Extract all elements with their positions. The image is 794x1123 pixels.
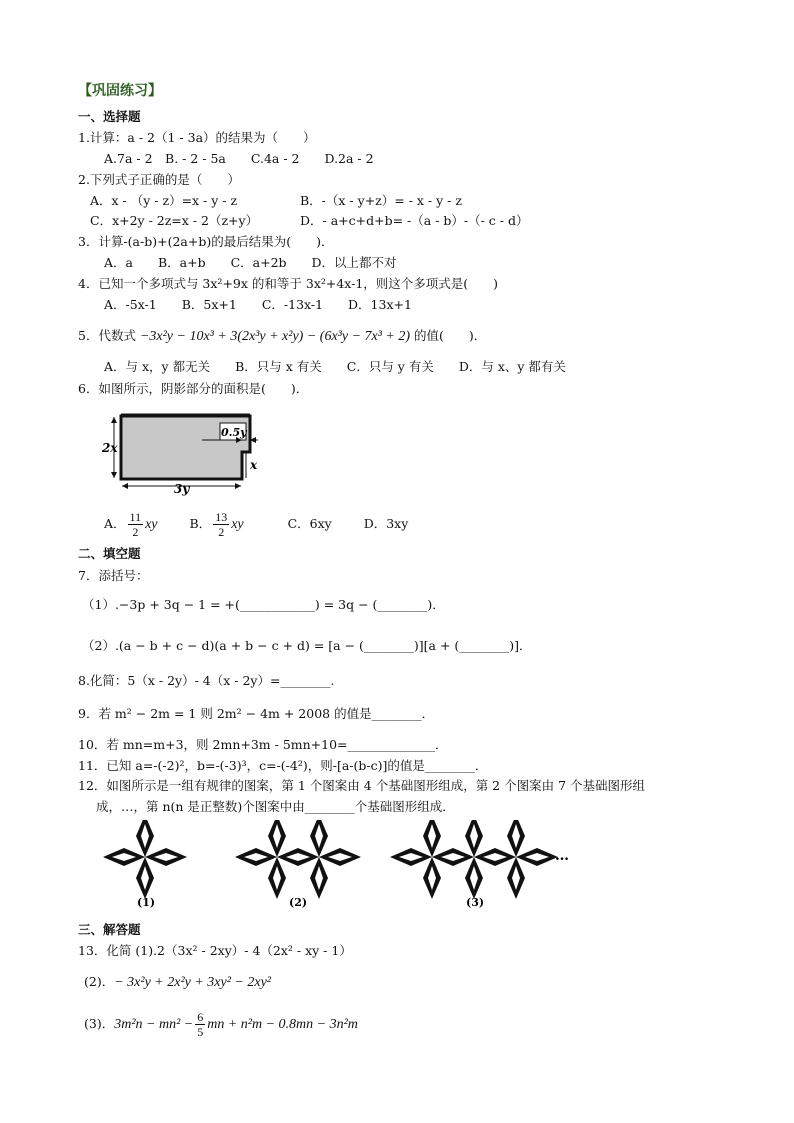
section-title: 三、解答题 <box>78 922 141 937</box>
question-5-prefix: 5．代数式 <box>78 328 136 343</box>
question-5-expression: −3x²y − 10x³ + 3(2x³y + x²y) − (6x³y − 7x³ + 2) <box>139 329 411 344</box>
continuation-dots: … <box>555 848 569 864</box>
question-1-options: A.7a - 2 B. - 2 - 5a C.4a - 2 D.2a - 2 <box>104 151 374 166</box>
question-6: 6．如图所示，阴影部分的面积是( )． <box>78 381 309 396</box>
page-title: 【巩固练习】 <box>78 83 162 99</box>
diamond-pattern-figure <box>100 820 590 912</box>
fraction-13-2: $\frac{13}{2}$ <box>215 510 228 539</box>
question-1: 1.计算：a - 2（1 - 3a）的结果为（ ） <box>78 130 316 145</box>
question-4-options: A．-5x-1 B．5x+1 C．-13x-1 D．13x+1 <box>104 297 412 312</box>
question-5-suffix: 的值( )． <box>414 328 487 343</box>
fraction-11-2: $\frac{11}{2}$ <box>129 510 142 539</box>
caption-3: (3) <box>466 896 485 909</box>
question-12-line-1: 12．如图所示是一组有规律的图案，第 1 个图案由 4 个基础图形组成，第 2 个图案由 7 个基础图形组 <box>78 778 646 793</box>
question-6-options: A． $\frac{11}{2}$ xy B． $\frac{13}{2}$ xy C．6xy D．3xy <box>104 510 409 539</box>
question-5-options: A．与 x，y 都无关 B．只与 x 有关 C．只与 y 有关 D．与 x、y 都有关 <box>104 359 566 374</box>
label-2x: 2x <box>102 441 118 455</box>
question-13-part-3: (3)．3m²n − mn² − $\frac{6}{5}$ mn + n²m − 0.8mn − 3n²m <box>84 1010 358 1039</box>
question-7: 7．添括号： <box>78 568 149 583</box>
question-3-options: A．a B．a+b C．a+2b D．以上都不对 <box>104 255 397 270</box>
question-4: 4．已知一个多项式与 3x²+9x 的和等于 3x²+4x-1，则这个多项式是( ) <box>78 276 499 291</box>
pattern-2 <box>235 820 361 899</box>
question-2-option-c: C．x+2y - 2z=x - 2（z+y） <box>90 213 259 228</box>
label-3y: 3y <box>174 482 190 496</box>
pattern-1 <box>103 820 187 899</box>
label-0-5y: 0.5y <box>221 426 247 439</box>
question-10: 10．若 mn=m+3，则 2mn+3m - 5mn+10=______________． <box>78 737 448 752</box>
question-2-option-b: B．-（x - y+z）= - x - y - z <box>300 193 462 208</box>
question-8: 8.化简：5（x - 2y）- 4（x - 2y）=________. <box>78 673 335 688</box>
label-x: x <box>250 458 258 472</box>
question-11: 11．已知 a=-(-2)²，b=-(-3)³，c=-(-4²)，则-[a-(b-c)]的值是________． <box>78 758 488 773</box>
pattern-3 <box>390 820 558 899</box>
shaded-area-figure <box>100 408 270 496</box>
fraction-6-5: $\frac{6}{5}$ <box>197 1010 204 1039</box>
question-13-part-2: (2)．− 3x²y + 2x²y + 3xy² − 2xy² <box>84 974 272 990</box>
caption-1: (1) <box>137 896 156 909</box>
question-13-part-1: 13．化简 (1).2（3x² - 2xy）- 4（2x² - xy - 1） <box>78 943 352 958</box>
section-title: 一、选择题 <box>78 109 141 124</box>
question-12-line-2: 成，…，第 n(n 是正整数)个图案中由________个基础图形组成． <box>96 799 455 814</box>
question-7-part-1: （1）.−3p + 3q − 1 = +(____________) = 3q − (________)． <box>82 597 445 612</box>
question-2-option-d: D．- a+c+d+b= -（a - b）-（- c - d） <box>300 213 529 228</box>
caption-2: (2) <box>289 896 308 909</box>
question-9: 9．若 m² − 2m = 1 则 2m² − 4m + 2008 的值是________． <box>78 706 435 721</box>
question-3: 3．计算-(a-b)+(2a+b)的最后结果为( )． <box>78 234 334 249</box>
question-7-part-2: （2）.(a − b + c − d)(a + b − c + d) = [a − (________)][a + (________)]． <box>82 638 532 653</box>
question-5 <box>78 327 486 346</box>
question-2-option-a: A．x - （y - z）=x - y - z <box>90 193 238 208</box>
section-title: 二、填空题 <box>78 546 141 561</box>
question-2: 2.下列式子正确的是（ ） <box>78 172 240 187</box>
